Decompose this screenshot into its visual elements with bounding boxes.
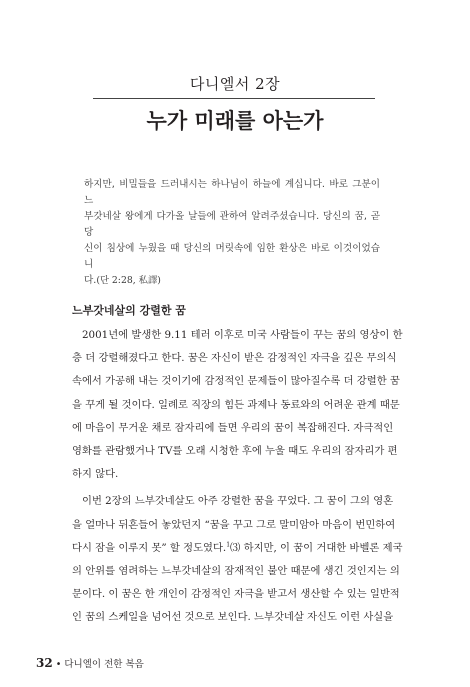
- page-number: 32: [36, 656, 53, 670]
- paragraph-text: 다시 잠을 이루지 못” 할 정도였다.: [72, 541, 227, 554]
- epigraph-line: 신이 침상에 누웠을 때 당신의 머릿속에 임한 환상은 바로 이것이었습니: [84, 243, 380, 270]
- chapter-title: 누가 미래를 아는가: [146, 109, 324, 133]
- paragraph-line: 인 꿈의 스케일을 넘어선 것으로 보인다. 느부갓네살 자신도 이런 사실을: [72, 611, 394, 624]
- epigraph-reference: (단 2:28, 私譯): [96, 275, 161, 286]
- epigraph-line: 부갓네살 왕에게 다가올 날들에 관하여 알려주셨습니다. 당신의 꿈, 곧 당: [84, 211, 380, 238]
- paragraph-line: 의 안위를 염려하는 느부갓네살의 잠재적인 불안 때문에 생긴 것인지는 의: [72, 565, 400, 578]
- section-heading: 느부갓네살의 강렬한 꿈: [72, 304, 186, 317]
- chapter-label: 다니엘서 2장: [189, 75, 281, 93]
- paragraph-line: 속에서 가공해 내는 것이기에 감정적인 문제들이 많아질수록 더 강렬한 꿈: [72, 375, 400, 388]
- epigraph-line: 하지만, 비밀들을 드러내시는 하나님이 하늘에 계십니다. 바로 그분이 느: [84, 179, 380, 206]
- paragraph-line: 2001년에 발생한 9.11 테러 이후로 미국 사람들이 꾸는 꿈의 영상이 한: [82, 329, 403, 341]
- footer-separator: •: [55, 659, 62, 670]
- paragraph-line: 을 꾸게 될 것이다. 일례로 직장의 힘든 과제나 동료와의 어려운 관계 때문: [72, 398, 400, 411]
- page-footer: [36, 656, 144, 670]
- epigraph-line: 다.: [84, 275, 97, 286]
- paragraph-text: ⑶ 하지만, 이 꿈이 거대한 바벨론 제국: [230, 541, 403, 554]
- paragraph-line: 문이다. 이 꿈은 한 개인이 감정적인 자극을 받고서 생산할 수 있는 일반적: [72, 588, 400, 601]
- paragraph-line: 이번 2장의 느부갓네살도 아주 강렬한 꿈을 꾸었다. 그 꿈이 그의 영혼: [82, 495, 394, 508]
- paragraph-line: [72, 537, 403, 560]
- paragraph: [72, 490, 403, 629]
- epigraph-quote: [84, 177, 380, 289]
- paragraph-line: 층 더 강렬해졌다고 한다. 꿈은 자신이 받은 감정적인 자극을 깊은 무의식: [72, 352, 397, 365]
- paragraph-line: 영화를 관람했거나 TV를 오래 시청한 후에 누울 때도 우리의 잠자리가 편: [72, 445, 398, 458]
- chapter-divider: [93, 98, 375, 99]
- footnote-marker: 1: [226, 541, 231, 549]
- paragraph-line: 하지 않다.: [72, 468, 119, 481]
- paragraph-line: 을 얼마나 뒤흔들어 놓았던지 “꿈을 꾸고 그로 말미암아 마음이 번민하여: [72, 518, 396, 531]
- body-text: [72, 324, 403, 630]
- running-title: 다니엘이 전한 복음: [64, 659, 144, 670]
- paragraph: [72, 324, 403, 486]
- paragraph-line: 에 마음이 무거운 채로 잠자리에 들면 우리의 꿈이 복잡해진다. 자극적인: [72, 421, 394, 434]
